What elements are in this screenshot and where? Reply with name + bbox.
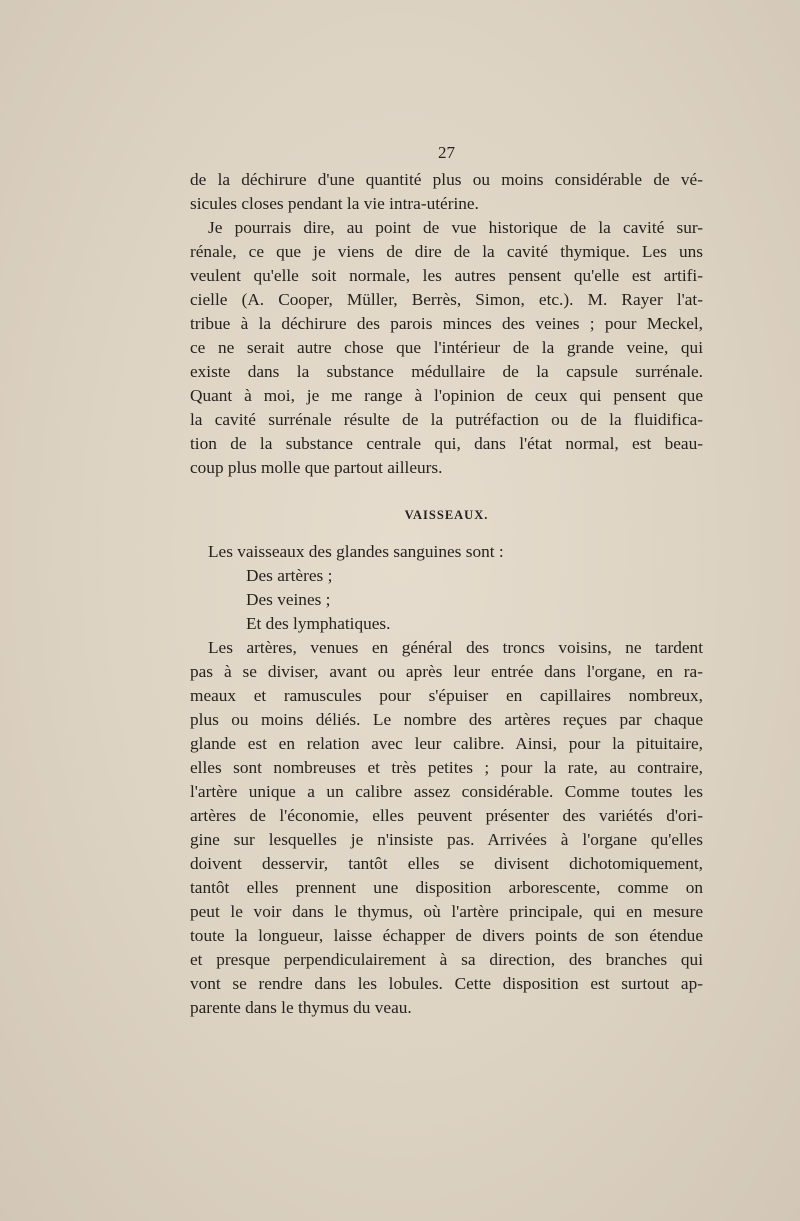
text-line: veulent qu'elle soit normale, les autres pensent qu'elle est artifi- [190,266,703,285]
text-line: tantôt elles prennent une disposition arborescente, comme on [190,878,703,897]
text-line: l'artère unique a un calibre assez considérable. Comme toutes les [190,782,703,801]
text-line: pas à se diviser, avant ou après leur entrée dans l'organe, en ra- [190,662,703,681]
text-line: ce ne serait autre chose que l'intérieur de la grande veine, qui [190,338,703,357]
text-line: Les artères, venues en général des troncs voisins, ne tardent [208,638,703,657]
list-item: Et des lymphatiques. [246,614,391,633]
text-line: artères de l'économie, elles peuvent présenter des variétés d'ori- [190,806,703,825]
text-line: toute la longueur, laisse échapper de divers points de son étendue [190,926,703,945]
text-line: existe dans la substance médullaire de la capsule surrénale. [190,362,703,381]
text-line: peut le voir dans le thymus, où l'artère principale, qui en mesure [190,902,703,921]
text-line: gine sur lesquelles je n'insiste pas. Arrivées à l'organe qu'elles [190,830,703,849]
text-line: tion de la substance centrale qui, dans l'état normal, est beau- [190,434,703,453]
text-line: Les vaisseaux des glandes sanguines sont : [208,542,504,561]
text-line: doivent desservir, tantôt elles se divisent dichotomiquement, [190,854,703,873]
text-line: parente dans le thymus du veau. [190,998,412,1017]
page-number: 27 [438,143,455,162]
text-line: rénale, ce que je viens de dire de la cavité thymique. Les uns [190,242,703,261]
text-line: vont se rendre dans les lobules. Cette disposition est surtout ap- [190,974,703,993]
text-line: coup plus molle que partout ailleurs. [190,458,443,477]
text-line: plus ou moins déliés. Le nombre des artères reçues par chaque [190,710,703,729]
text-line: elles sont nombreuses et très petites ; pour la rate, au contraire, [190,758,703,777]
text-line: glande est en relation avec leur calibre. Ainsi, pour la pituitaire, [190,734,703,753]
text-line: sicules closes pendant la vie intra-utérine. [190,194,479,213]
list-item: Des veines ; [246,590,331,609]
text-line: Je pourrais dire, au point de vue historique de la cavité sur- [208,218,703,237]
section-heading: VAISSEAUX. [404,508,489,522]
text-line: Quant à moi, je me range à l'opinion de ceux qui pensent que [190,386,703,405]
text-line: cielle (A. Cooper, Müller, Berrès, Simon, etc.). M. Rayer l'at- [190,290,703,309]
text-line: meaux et ramuscules pour s'épuiser en capillaires nombreux, [190,686,703,705]
text-line: et presque perpendiculairement à sa direction, des branches qui [190,950,703,969]
text-line: tribue à la déchirure des parois minces des veines ; pour Meckel, [190,314,703,333]
list-item: Des artères ; [246,566,333,585]
text-line: de la déchirure d'une quantité plus ou moins considérable de vé- [190,170,703,189]
text-line: la cavité surrénale résulte de la putréfaction ou de la fluidifica- [190,410,703,429]
